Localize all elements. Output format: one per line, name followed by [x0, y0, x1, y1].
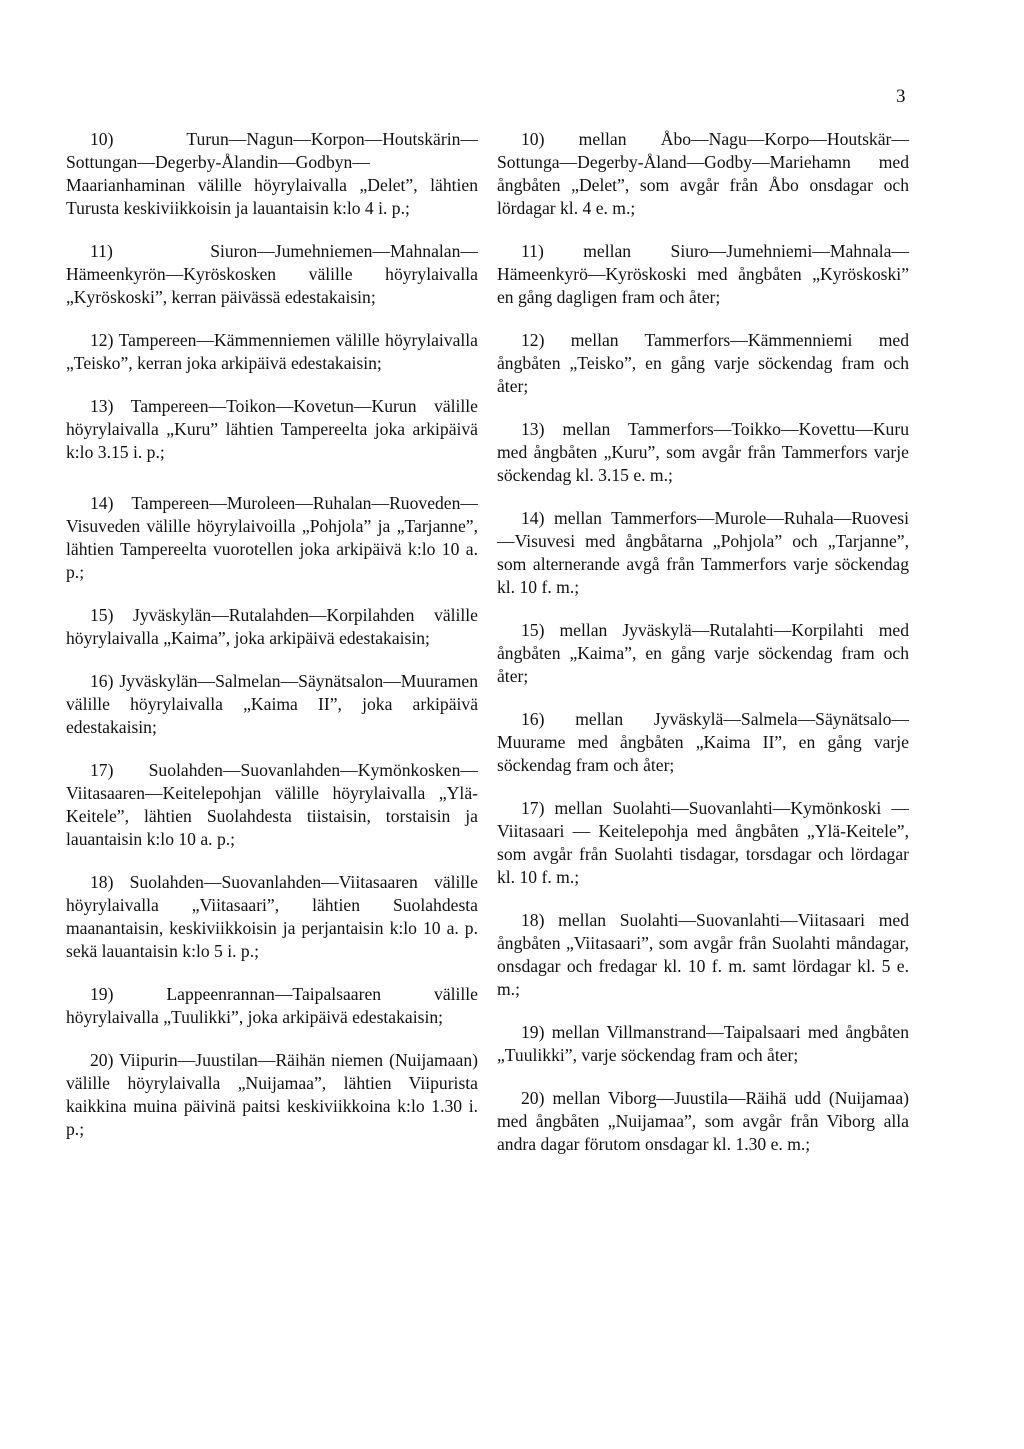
- swedish-entry-20: 20) mellan Viborg—Juustila—Räihä udd (Nuijamaa) med ångbåten „Nuijamaa”, som avgår från Viborg alla andra dagar förutom onsdagar kl. 1.30 e. m.;: [497, 1088, 909, 1154]
- finnish-entry-13: 13) Tampereen—Toikon—Kovetun—Kurun välille höyrylaivalla „Kuru” lähtien Tampereelta joka arkipäivä k:lo 3.15 i. p.;: [66, 396, 478, 462]
- swedish-entry-19: 19) mellan Villmanstrand—Taipalsaari med ångbåten „Tuulikki”, varje söckendag fram och åter;: [497, 1022, 909, 1065]
- finnish-entry-15: 15) Jyväskylän—Rutalahden—Korpilahden välille höyrylaivalla „Kaima”, joka arkipäivä edestakaisin;: [66, 605, 478, 648]
- finnish-column: [66, 128, 478, 1161]
- finnish-entry-19: 19) Lappeenrannan—Taipalsaaren välille höyrylaivalla „Tuulikki”, joka arkipäivä edestakaisin;: [66, 984, 478, 1027]
- finnish-entry-17: 17) Suolahden—Suovanlahden—Kymönkosken—Viitasaaren—Keitelepohjan välille höyrylaivalla „Ylä-Keitele”, lähtien Suolahdesta tiistaisin, torstaisin ja lauantaisin k:lo 10 a. p.;: [66, 760, 478, 849]
- swedish-column: [497, 128, 909, 1176]
- swedish-entry-10: 10) mellan Åbo—Nagu—Korpo—Houtskär—Sottunga—Degerby-Åland—Godby—Mariehamn med ångbåten „Delet”, som avgår från Åbo onsdagar och lördagar kl. 4 e. m.;: [497, 129, 909, 218]
- swedish-entry-15: 15) mellan Jyväskylä—Rutalahti—Korpilahti med ångbåten „Kaima”, en gång varje söckendag fram och åter;: [497, 620, 909, 686]
- swedish-entry-12: 12) mellan Tammerfors—Kämmenniemi med ångbåten „Teisko”, en gång varje söckendag fram och åter;: [497, 330, 909, 396]
- swedish-entry-17: 17) mellan Suolahti—Suovanlahti—Kymönkoski — Viitasaari — Keitelepohja med ångbåten „Ylä-Keitele”, som avgår från Suolahti tisdagar, torsdagar och lördagar kl. 10 f. m.;: [497, 798, 909, 887]
- swedish-entry-14: 14) mellan Tammerfors—Murole—Ruhala—Ruovesi—Visuvesi med ångbåtarna „Pohjola” och „Tarjanne”, som alternerande avgå från Tammerfors varje söckendag kl. 10 f. m.;: [497, 508, 909, 597]
- finnish-entry-18: 18) Suolahden—Suovanlahden—Viitasaaren välille höyrylaivalla „Viitasaari”, lähtien Suolahdesta maanantaisin, keskiviikkoisin ja perjantaisin k:lo 10 a. p. sekä lauantaisin k:lo 5 i. p.;: [66, 872, 478, 961]
- finnish-entry-16: 16) Jyväskylän—Salmelan—Säynätsalon—Muuramen välille höyrylaivalla „Kaima II”, joka arkipäivä edestakaisin;: [66, 671, 478, 737]
- swedish-entry-13: 13) mellan Tammerfors—Toikko—Kovettu—Kuru med ångbåten „Kuru”, som avgår från Tammerfors varje söckendag kl. 3.15 e. m.;: [497, 419, 909, 485]
- swedish-entry-18: 18) mellan Suolahti—Suovanlahti—Viitasaari med ångbåten „Viitasaari”, som avgår från Suolahti måndagar, onsdagar och fredagar kl. 10 f. m. samt lördagar kl. 5 e. m.;: [497, 910, 909, 999]
- finnish-entry-10: 10) Turun—Nagun—Korpon—Houtskärin—Sottungan—Degerby-Ålandin—Godbyn—Maarianhaminan välille höyrylaivalla „Delet”, lähtien Turusta keskiviikkoisin ja lauantaisin k:lo 4 i. p.;: [66, 129, 478, 218]
- finnish-entry-20: 20) Viipurin—Juustilan—Räihän niemen (Nuijamaan) välille höyrylaivalla „Nuijamaa”, lähtien Viipurista kaikkina muina päivinä paitsi keskiviikkoina k:lo 1.30 i. p.;: [66, 1050, 478, 1139]
- finnish-entry-12: 12) Tampereen—Kämmenniemen välille höyrylaivalla „Teisko”, kerran joka arkipäivä edestakaisin;: [66, 330, 478, 373]
- swedish-entry-11: 11) mellan Siuro—Jumehniemi—Mahnala—Hämeenkyrö—Kyröskoski med ångbåten „Kyröskoski” en gång dagligen fram och åter;: [497, 241, 909, 307]
- swedish-entry-16: 16) mellan Jyväskylä—Salmela—Säynätsalo—Muurame med ångbåten „Kaima II”, en gång varje söckendag fram och åter;: [497, 709, 909, 775]
- finnish-entry-11: 11) Siuron—Jumehniemen—Mahnalan—Hämeenkyrön—Kyröskosken välille höyrylaivalla „Kyröskoski”, kerran päivässä edestakaisin;: [66, 241, 478, 307]
- page-number: 3: [896, 86, 906, 107]
- finnish-entry-14: 14) Tampereen—Muroleen—Ruhalan—Ruoveden—Visuveden välille höyrylaivoilla „Pohjola” ja „Tarjanne”, lähtien Tampereelta vuorotellen joka arkipäivä k:lo 10 a. p.;: [66, 493, 478, 582]
